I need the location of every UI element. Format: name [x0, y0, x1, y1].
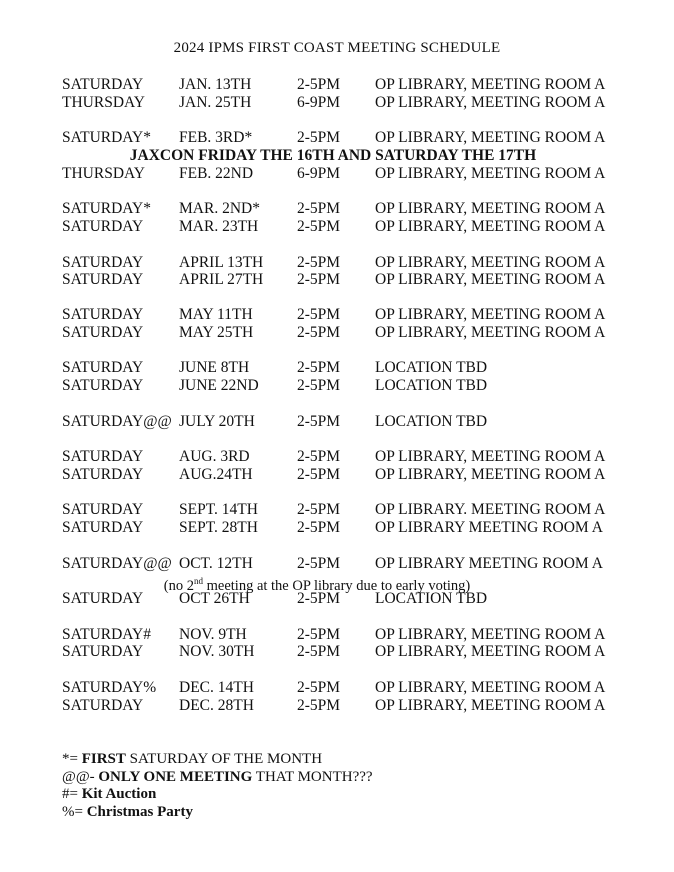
- schedule-row: [0, 76, 674, 94]
- row-time: 2-5PM: [297, 200, 341, 217]
- schedule-row: [0, 501, 674, 519]
- row-time: 2-5PM: [297, 448, 341, 465]
- row-date: DEC. 14TH: [179, 679, 254, 696]
- row-time: 2-5PM: [297, 590, 341, 607]
- schedule-row: [0, 94, 674, 112]
- schedule-row: [0, 200, 674, 218]
- schedule-row: [0, 590, 674, 608]
- row-time: 2-5PM: [297, 129, 341, 146]
- row-location: OP LIBRARY, MEETING ROOM A: [375, 94, 606, 111]
- row-day: SATURDAY: [62, 448, 144, 465]
- row-time: 2-5PM: [297, 324, 341, 341]
- row-day: SATURDAY: [62, 324, 144, 341]
- legend-item-first-saturday: [62, 750, 322, 768]
- row-location: OP LIBRARY, MEETING ROOM A: [375, 165, 606, 182]
- row-date: JAN. 25TH: [179, 94, 252, 111]
- row-date: JAN. 13TH: [179, 76, 252, 93]
- schedule-row: [0, 377, 674, 395]
- row-day: SATURDAY@@: [62, 413, 172, 430]
- legend-symbol: %=: [62, 804, 87, 820]
- row-location: OP LIBRARY, MEETING ROOM A: [375, 643, 606, 660]
- schedule-row: [0, 466, 674, 484]
- schedule-row: [0, 413, 674, 431]
- row-date: JUNE 8TH: [179, 359, 250, 376]
- row-day: SATURDAY@@: [62, 555, 172, 572]
- row-date: FEB. 22ND: [179, 165, 254, 182]
- row-time: 2-5PM: [297, 501, 341, 518]
- row-time: 2-5PM: [297, 466, 341, 483]
- row-location: OP LIBRARY, MEETING ROOM A: [375, 306, 606, 323]
- legend-bold-text: Kit Auction: [81, 786, 157, 802]
- legend-symbol: @@-: [62, 769, 99, 785]
- row-date: AUG. 3RD: [179, 448, 250, 465]
- schedule-row: [0, 218, 674, 236]
- legend-bold-text: Christmas Party: [86, 804, 193, 820]
- page-title: 2024 IPMS FIRST COAST MEETING SCHEDULE: [173, 40, 501, 56]
- row-time: 2-5PM: [297, 679, 341, 696]
- row-location: OP LIBRARY, MEETING ROOM A: [375, 218, 606, 235]
- row-day: SATURDAY: [62, 643, 144, 660]
- row-time: 2-5PM: [297, 76, 341, 93]
- row-time: 2-5PM: [297, 697, 341, 714]
- row-location: OP LIBRARY, MEETING ROOM A: [375, 271, 606, 288]
- row-time: 2-5PM: [297, 643, 341, 660]
- schedule-row: [0, 643, 674, 661]
- row-time: 2-5PM: [297, 377, 341, 394]
- row-day: SATURDAY: [62, 377, 144, 394]
- note-prefix: (no 2: [163, 577, 194, 594]
- row-date: MAY 25TH: [179, 324, 254, 341]
- schedule-row: [0, 448, 674, 466]
- row-day: SATURDAY: [62, 76, 144, 93]
- row-date: MAR. 2ND*: [179, 200, 260, 217]
- row-day: SATURDAY: [62, 306, 144, 323]
- row-location: OP LIBRARY, MEETING ROOM A: [375, 254, 606, 271]
- row-day: SATURDAY: [62, 254, 144, 271]
- row-date: SEPT. 28TH: [179, 519, 258, 536]
- row-date: MAY 11TH: [179, 306, 253, 323]
- row-date: APRIL 27TH: [179, 271, 264, 288]
- row-time: 2-5PM: [297, 359, 341, 376]
- row-date: JULY 20TH: [179, 413, 255, 430]
- legend-bold-text: ONLY ONE MEETING: [98, 769, 253, 785]
- row-day: SATURDAY: [62, 501, 144, 518]
- legend-item-one-meeting: [62, 768, 373, 786]
- row-time: 2-5PM: [297, 218, 341, 235]
- row-time: 2-5PM: [297, 519, 341, 536]
- row-location: LOCATION TBD: [375, 377, 488, 394]
- legend-rest-text: SATURDAY OF THE MONTH: [125, 751, 323, 767]
- note-suffix: meeting at the OP library due to early voting): [202, 577, 471, 594]
- row-time: 2-5PM: [297, 413, 341, 430]
- row-location: OP LIBRARY, MEETING ROOM A: [375, 76, 606, 93]
- row-day: SATURDAY%: [62, 679, 157, 696]
- row-date: NOV. 30TH: [179, 643, 255, 660]
- row-time: 6-9PM: [297, 94, 341, 111]
- row-location: OP LIBRARY, MEETING ROOM A: [375, 466, 606, 483]
- row-day: SATURDAY: [62, 590, 144, 607]
- legend-symbol: #=: [62, 786, 82, 802]
- row-time: 6-9PM: [297, 165, 341, 182]
- row-date: OCT. 12TH: [179, 555, 253, 572]
- row-location: OP LIBRARY, MEETING ROOM A: [375, 697, 606, 714]
- legend-item-christmas-party: [62, 803, 193, 821]
- schedule-row: [0, 129, 674, 147]
- row-date: FEB. 3RD*: [179, 129, 253, 146]
- row-day: SATURDAY*: [62, 200, 152, 217]
- legend-bold-text: FIRST: [81, 751, 126, 767]
- row-day: SATURDAY: [62, 271, 144, 288]
- row-date: JUNE 22ND: [179, 377, 259, 394]
- legend-item-kit-auction: [62, 785, 156, 803]
- row-location: OP LIBRARY MEETING ROOM A: [375, 555, 603, 572]
- row-location: LOCATION TBD: [375, 359, 488, 376]
- row-date: DEC. 28TH: [179, 697, 254, 714]
- schedule-row: [0, 679, 674, 697]
- row-location: OP LIBRARY MEETING ROOM A: [375, 519, 603, 536]
- row-day: SATURDAY#: [62, 626, 152, 643]
- row-time: 2-5PM: [297, 254, 341, 271]
- row-date: NOV. 9TH: [179, 626, 247, 643]
- row-day: SATURDAY: [62, 519, 144, 536]
- row-date: OCT 26TH: [179, 590, 250, 607]
- row-day: SATURDAY*: [62, 129, 152, 146]
- row-date: SEPT. 14TH: [179, 501, 258, 518]
- row-location: OP LIBRARY, MEETING ROOM A: [375, 324, 606, 341]
- row-time: 2-5PM: [297, 271, 341, 288]
- row-day: SATURDAY: [62, 697, 144, 714]
- jaxcon-note: JAXCON FRIDAY THE 16TH AND SATURDAY THE 17TH: [129, 147, 537, 164]
- schedule-row: [0, 306, 674, 324]
- row-location: OP LIBRARY, MEETING ROOM A: [375, 448, 606, 465]
- row-location: OP LIBRARY, MEETING ROOM A: [375, 679, 606, 696]
- row-date: APRIL 13TH: [179, 254, 264, 271]
- row-day: THURSDAY: [62, 165, 145, 182]
- schedule-row: [0, 555, 674, 573]
- row-day: SATURDAY: [62, 359, 144, 376]
- row-time: 2-5PM: [297, 555, 341, 572]
- row-date: AUG.24TH: [179, 466, 253, 483]
- schedule-row: [0, 165, 674, 183]
- legend-rest-text: THAT MONTH???: [252, 769, 373, 785]
- schedule-row: [0, 697, 674, 715]
- row-day: SATURDAY: [62, 218, 144, 235]
- row-location: OP LIBRARY, MEETING ROOM A: [375, 626, 606, 643]
- row-location: LOCATION TBD: [375, 590, 488, 607]
- row-day: SATURDAY: [62, 466, 144, 483]
- legend-symbol: *=: [62, 751, 82, 767]
- row-location: OP LIBRARY, MEETING ROOM A: [375, 129, 606, 146]
- row-time: 2-5PM: [297, 626, 341, 643]
- row-location: OP LIBRARY, MEETING ROOM A: [375, 200, 606, 217]
- schedule-row: [0, 359, 674, 377]
- row-location: LOCATION TBD: [375, 413, 488, 430]
- row-time: 2-5PM: [297, 306, 341, 323]
- schedule-row: [0, 519, 674, 537]
- row-location: OP LIBRARY. MEETING ROOM A: [375, 501, 606, 518]
- schedule-row: [0, 626, 674, 644]
- note-superscript: nd: [193, 576, 203, 586]
- schedule-row: [0, 271, 674, 289]
- row-date: MAR. 23TH: [179, 218, 259, 235]
- row-day: THURSDAY: [62, 94, 145, 111]
- schedule-row: [0, 254, 674, 272]
- schedule-row: [0, 324, 674, 342]
